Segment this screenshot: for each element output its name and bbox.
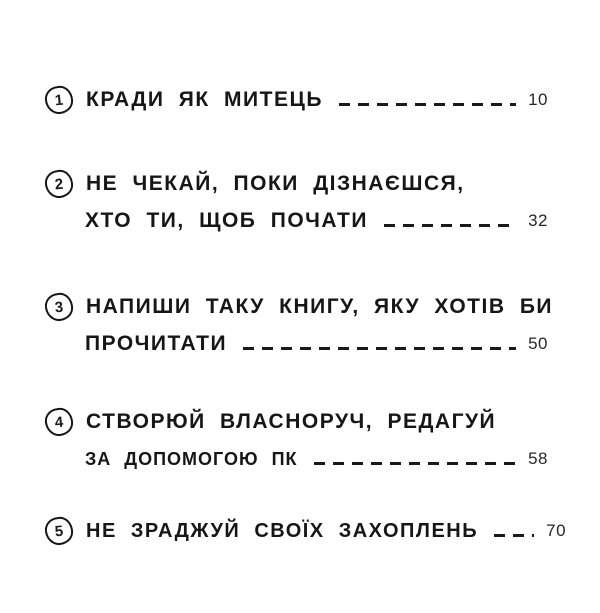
toc-entry	[45, 168, 548, 237]
chapter-title-continued: ЗА ДОПОМОГОЮ ПК	[85, 448, 298, 469]
toc-entry-line	[45, 328, 548, 360]
page-number: 10	[528, 90, 548, 109]
chapter-number: 5	[54, 522, 64, 540]
toc-entry	[45, 406, 548, 475]
page-number: 70	[546, 521, 567, 540]
toc-entry	[45, 515, 567, 547]
chapter-title-continued: ХТО ТИ, ЩОБ ПОЧАТИ	[85, 209, 368, 232]
chapter-number: 4	[54, 413, 64, 431]
toc-entry-line	[45, 406, 548, 438]
page-number: 50	[528, 334, 548, 353]
dashed-leader	[243, 347, 516, 350]
chapter-number-badge	[44, 85, 74, 115]
page-number: 32	[528, 211, 548, 230]
toc-entry	[45, 84, 548, 116]
dashed-leader	[384, 224, 516, 227]
chapter-title: НЕ ЗРАДЖУЙ СВОЇХ ЗАХОПЛЕНЬ	[86, 519, 479, 542]
chapter-title: НЕ ЧЕКАЙ, ПОКИ ДІЗНАЄШСЯ,	[86, 172, 465, 195]
toc-entry	[45, 291, 554, 360]
chapter-number-badge	[44, 169, 74, 199]
toc-entry-line	[45, 84, 548, 116]
page-number: 58	[528, 449, 548, 468]
toc-entry-line	[45, 205, 548, 237]
chapter-title: НАПИШИ ТАКУ КНИГУ, ЯКУ ХОТІВ БИ	[86, 295, 554, 318]
chapter-title-continued: ПРОЧИТАТИ	[85, 332, 228, 355]
chapter-number: 1	[54, 91, 64, 109]
dashed-leader	[339, 103, 516, 106]
chapter-number-badge	[44, 516, 74, 546]
toc-entry-line	[45, 515, 567, 547]
chapter-number-badge	[44, 292, 74, 322]
toc-entry-line	[45, 443, 548, 475]
toc-entry-line	[45, 291, 554, 323]
chapter-title: СТВОРЮЙ ВЛАСНОРУЧ, РЕДАГУЙ	[86, 410, 497, 433]
dashed-leader	[314, 462, 517, 465]
chapter-number-badge	[44, 407, 74, 437]
chapter-number: 3	[54, 298, 64, 316]
chapter-number: 2	[54, 175, 64, 193]
dashed-leader	[494, 534, 534, 537]
toc-entry-line	[45, 168, 548, 200]
chapter-title: КРАДИ ЯК МИТЕЦЬ	[86, 88, 323, 111]
